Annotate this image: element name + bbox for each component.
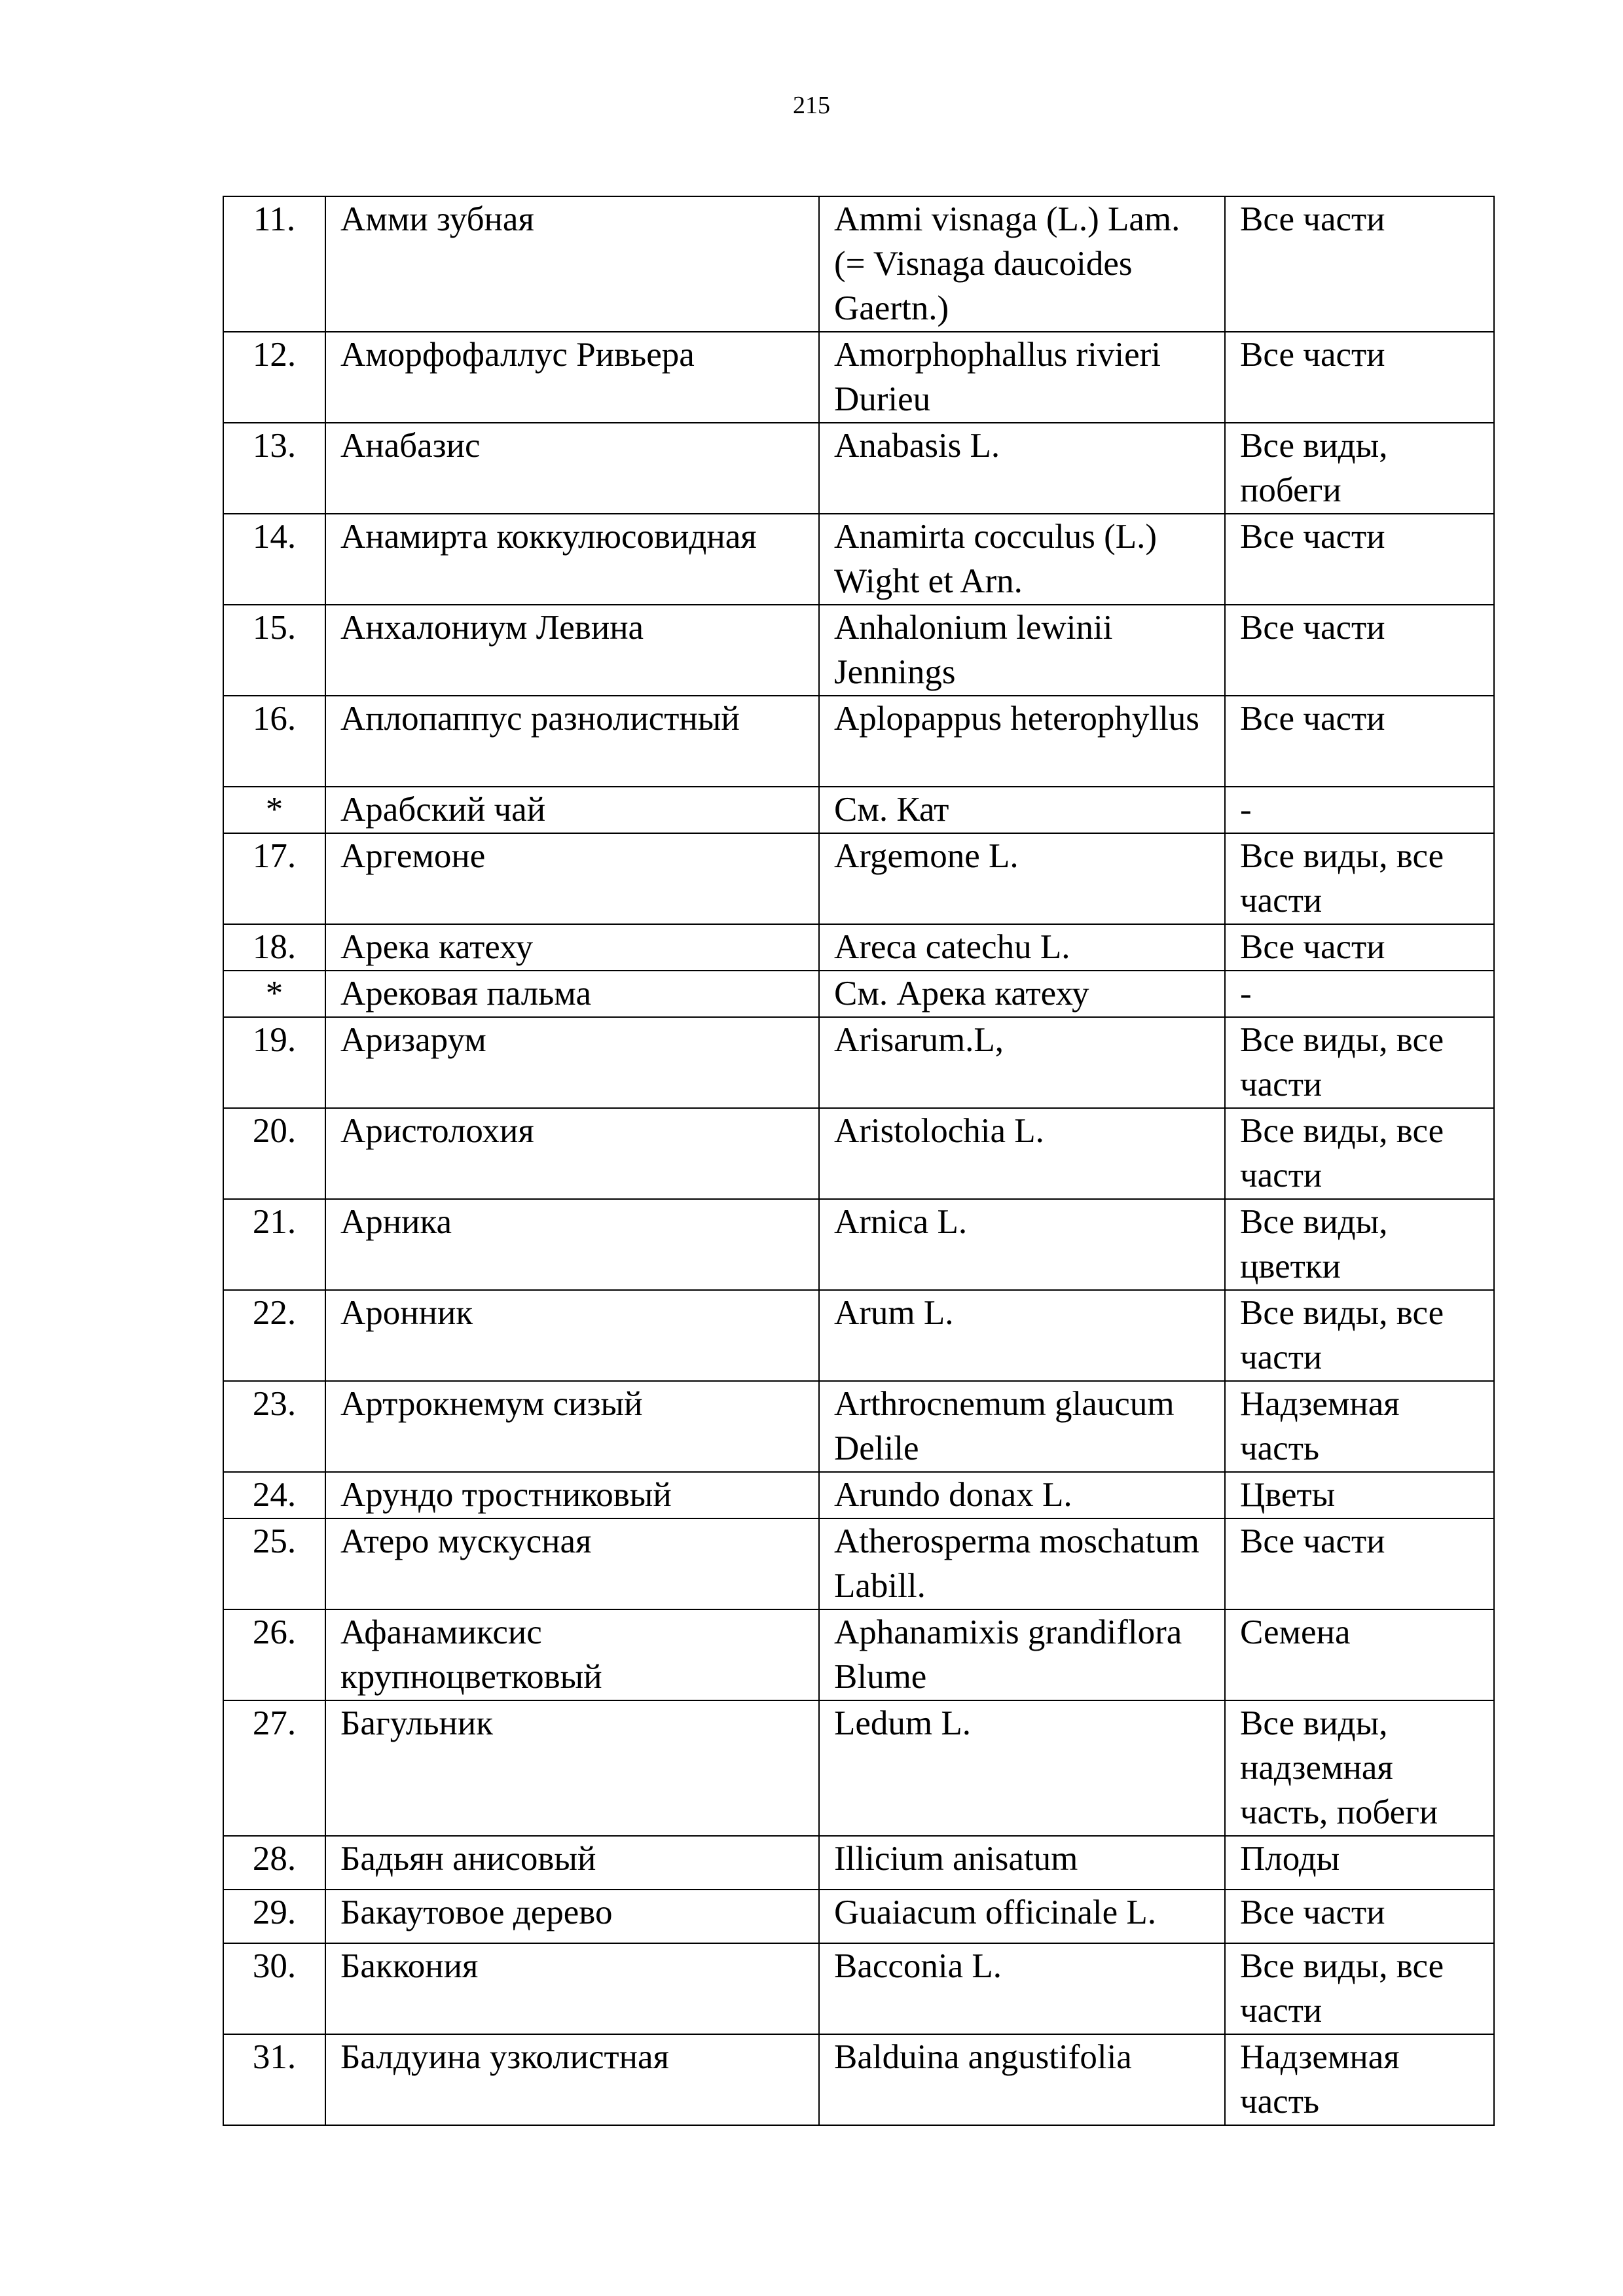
latin-name-cell: Arnica L.: [819, 1199, 1225, 1290]
plant-part-cell: Все виды, все части: [1225, 1290, 1494, 1381]
row-number-cell: 14.: [223, 514, 325, 605]
table-row: [223, 423, 1494, 514]
latin-name-cell: Ammi visnaga (L.) Lam. (= Visnaga daucoides Gaertn.): [819, 196, 1225, 332]
row-number-cell: 31.: [223, 2034, 325, 2125]
plant-part-cell: Все части: [1225, 924, 1494, 971]
russian-name-cell: Арундо тростниковый: [325, 1472, 819, 1518]
row-number-cell: 26.: [223, 1609, 325, 1700]
table-row: [223, 696, 1494, 787]
latin-name-cell: Aplopappus heterophyllus: [819, 696, 1225, 787]
latin-name-cell: Anhalonium lewinii Jennings: [819, 605, 1225, 696]
plant-part-cell: -: [1225, 971, 1494, 1017]
latin-name-cell: Bacconia L.: [819, 1943, 1225, 2034]
plant-part-cell: Все части: [1225, 514, 1494, 605]
russian-name-cell: Анабазис: [325, 423, 819, 514]
latin-name-cell: Arundo donax L.: [819, 1472, 1225, 1518]
russian-name-cell: Арабский чай: [325, 787, 819, 833]
latin-name-cell: Atherosperma moschatum Labill.: [819, 1518, 1225, 1609]
row-number-cell: 20.: [223, 1108, 325, 1199]
page-number: 215: [793, 92, 830, 119]
row-number-cell: 24.: [223, 1472, 325, 1518]
plant-part-cell: Все виды, все части: [1225, 1108, 1494, 1199]
table-row: [223, 1290, 1494, 1381]
russian-name-cell: Баккония: [325, 1943, 819, 2034]
table-row: [223, 1518, 1494, 1609]
latin-name-cell: Argemone L.: [819, 833, 1225, 924]
row-number-cell: 28.: [223, 1836, 325, 1890]
table-row: [223, 1609, 1494, 1700]
plant-part-cell: Все части: [1225, 605, 1494, 696]
row-number-cell: 19.: [223, 1017, 325, 1108]
table-row: [223, 1199, 1494, 1290]
row-number-cell: 30.: [223, 1943, 325, 2034]
plant-part-cell: Все виды, все части: [1225, 833, 1494, 924]
latin-name-cell: Areca catechu L.: [819, 924, 1225, 971]
russian-name-cell: Атеро мускусная: [325, 1518, 819, 1609]
row-number-cell: 18.: [223, 924, 325, 971]
latin-name-cell: Arisarum.L,: [819, 1017, 1225, 1108]
russian-name-cell: Афанамиксис крупноцветковый: [325, 1609, 819, 1700]
plant-part-cell: Надземная часть: [1225, 2034, 1494, 2125]
table-row: [223, 787, 1494, 833]
latin-name-cell: См. Кат: [819, 787, 1225, 833]
plant-part-cell: Все виды, надземная часть, побеги: [1225, 1700, 1494, 1836]
table-row: [223, 1108, 1494, 1199]
plant-part-cell: Семена: [1225, 1609, 1494, 1700]
table-body: [223, 196, 1494, 2125]
row-number-cell: 27.: [223, 1700, 325, 1836]
table-row: [223, 971, 1494, 1017]
row-number-cell: 21.: [223, 1199, 325, 1290]
plant-part-cell: Все виды, все части: [1225, 1943, 1494, 2034]
plant-part-cell: Все части: [1225, 332, 1494, 423]
row-number-cell: 25.: [223, 1518, 325, 1609]
row-number-cell: 17.: [223, 833, 325, 924]
row-number-cell: 23.: [223, 1381, 325, 1472]
latin-name-cell: Arthrocnemum glaucum Delile: [819, 1381, 1225, 1472]
table-row: [223, 924, 1494, 971]
plant-part-cell: Плоды: [1225, 1836, 1494, 1890]
latin-name-cell: Anabasis L.: [819, 423, 1225, 514]
table-row: [223, 605, 1494, 696]
row-number-cell: 15.: [223, 605, 325, 696]
latin-name-cell: Balduina angustifolia: [819, 2034, 1225, 2125]
table-row: [223, 196, 1494, 332]
plant-part-cell: Надземная часть: [1225, 1381, 1494, 1472]
plant-part-cell: Цветы: [1225, 1472, 1494, 1518]
latin-name-cell: Ledum L.: [819, 1700, 1225, 1836]
row-number-cell: 16.: [223, 696, 325, 787]
russian-name-cell: Аргемоне: [325, 833, 819, 924]
table-row: [223, 2034, 1494, 2125]
russian-name-cell: Арековая пальма: [325, 971, 819, 1017]
russian-name-cell: Аморфофаллус Ривьера: [325, 332, 819, 423]
row-number-cell: 29.: [223, 1890, 325, 1943]
russian-name-cell: Балдуина узколистная: [325, 2034, 819, 2125]
table-row: [223, 1890, 1494, 1943]
russian-name-cell: Анхалониум Левина: [325, 605, 819, 696]
latin-name-cell: Aristolochia L.: [819, 1108, 1225, 1199]
russian-name-cell: Аронник: [325, 1290, 819, 1381]
table-row: [223, 1700, 1494, 1836]
latin-name-cell: Guaiacum officinale L.: [819, 1890, 1225, 1943]
table-row: [223, 1472, 1494, 1518]
russian-name-cell: Аризарум: [325, 1017, 819, 1108]
russian-name-cell: Артрокнемум сизый: [325, 1381, 819, 1472]
plant-part-cell: -: [1225, 787, 1494, 833]
russian-name-cell: Багульник: [325, 1700, 819, 1836]
plant-part-cell: Все части: [1225, 696, 1494, 787]
russian-name-cell: Арника: [325, 1199, 819, 1290]
latin-name-cell: Aphanamixis grandiflora Blume: [819, 1609, 1225, 1700]
plant-part-cell: Все виды, все части: [1225, 1017, 1494, 1108]
latin-name-cell: Anamirta cocculus (L.) Wight et Arn.: [819, 514, 1225, 605]
row-number-cell: 12.: [223, 332, 325, 423]
russian-name-cell: Амми зубная: [325, 196, 819, 332]
table-row: [223, 1943, 1494, 2034]
plant-part-cell: Все виды, цветки: [1225, 1199, 1494, 1290]
row-number-cell: *: [223, 787, 325, 833]
plant-part-cell: Все части: [1225, 196, 1494, 332]
russian-name-cell: Арека катеху: [325, 924, 819, 971]
russian-name-cell: Аристолохия: [325, 1108, 819, 1199]
latin-name-cell: Illicium anisatum: [819, 1836, 1225, 1890]
table-row: [223, 1381, 1494, 1472]
russian-name-cell: Аплопаппус разнолистный: [325, 696, 819, 787]
russian-name-cell: Бадьян анисовый: [325, 1836, 819, 1890]
latin-name-cell: Amorphophallus rivieri Durieu: [819, 332, 1225, 423]
plant-part-cell: Все части: [1225, 1890, 1494, 1943]
row-number-cell: 13.: [223, 423, 325, 514]
plant-part-cell: Все виды, побеги: [1225, 423, 1494, 514]
row-number-cell: 22.: [223, 1290, 325, 1381]
russian-name-cell: Бакаутовое дерево: [325, 1890, 819, 1943]
table-row: [223, 332, 1494, 423]
russian-name-cell: Анамирта коккулюсовидная: [325, 514, 819, 605]
latin-name-cell: Arum L.: [819, 1290, 1225, 1381]
row-number-cell: *: [223, 971, 325, 1017]
latin-name-cell: См. Арека катеху: [819, 971, 1225, 1017]
table-row: [223, 1836, 1494, 1890]
table-row: [223, 514, 1494, 605]
table-row: [223, 1017, 1494, 1108]
plant-part-cell: Все части: [1225, 1518, 1494, 1609]
row-number-cell: 11.: [223, 196, 325, 332]
plants-table: [223, 196, 1495, 2126]
table-row: [223, 833, 1494, 924]
